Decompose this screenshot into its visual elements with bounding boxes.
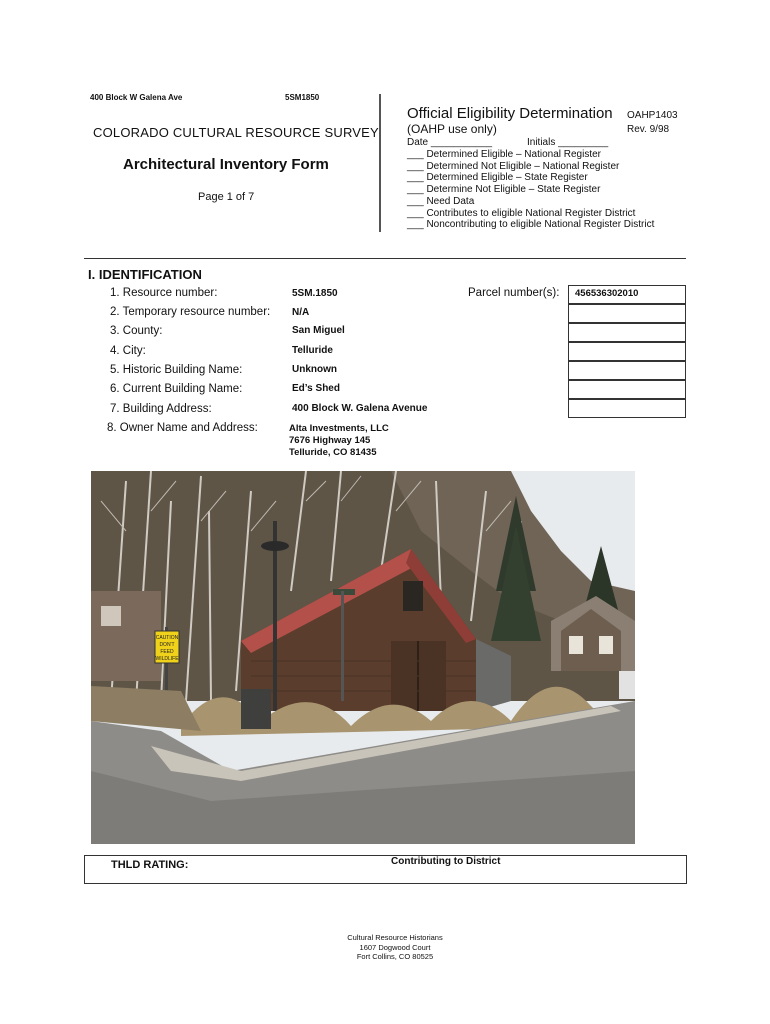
survey-title: COLORADO CULTURAL RESOURCE SURVEY (93, 125, 379, 140)
owner-address (289, 423, 389, 459)
owner-line: 7676 Highway 145 (289, 435, 371, 446)
value-city: Telluride (292, 345, 333, 356)
oahp-option: ___ Contributes to eligible National Register District (407, 207, 636, 219)
header-address: 400 Block W Galena Ave (90, 93, 183, 102)
caution-sign (155, 631, 179, 663)
label-current-name: 6. Current Building Name: (110, 383, 243, 395)
section-title: I. IDENTIFICATION (88, 267, 202, 282)
parcel-number-box (568, 380, 686, 399)
thld-rating-box (84, 855, 687, 884)
parcel-number-box (568, 399, 686, 418)
oahp-option: ___ Determined Not Eligible – National Register (407, 160, 620, 172)
footer-line: Cultural Resource Historians (347, 933, 443, 942)
parcel-number-box (568, 342, 686, 361)
value-county: San Miguel (292, 325, 345, 336)
value-resource-number: 5SM.1850 (292, 288, 338, 299)
oahp-option: ___ Noncontributing to eligible National Register District (407, 219, 655, 231)
oahp-initials-line: Initials _________ (527, 137, 609, 148)
header-divider (379, 94, 381, 232)
page-label: Page 1 of 7 (198, 191, 255, 203)
oahp-subtitle: (OAHP use only) (407, 122, 497, 136)
oahp-option: ___ Need Data (407, 195, 475, 207)
value-historic-name: Unknown (292, 364, 337, 375)
section-divider (84, 258, 686, 259)
oahp-title: Official Eligibility Determination (407, 105, 613, 122)
parcel-number-box: 456536302010 (568, 285, 686, 304)
parcel-number-box (568, 361, 686, 380)
label-building-address: 7. Building Address: (110, 403, 212, 415)
value-building-address: 400 Block W. Galena Avenue (292, 403, 428, 414)
thld-label: THLD RATING: (111, 859, 189, 871)
sign-text: WILDLIFE (155, 656, 179, 662)
sign-text: FEED (160, 649, 174, 655)
oahp-option: ___ Determined Eligible – State Register (407, 172, 588, 184)
oahp-options (407, 149, 654, 231)
oahp-option: ___ Determined Eligible – National Register (407, 149, 601, 160)
parcel-number-box (568, 323, 686, 342)
parcel-label: Parcel number(s): (468, 287, 560, 299)
footer-line: 1607 Dogwood Court (359, 942, 431, 952)
parcel-number-box (568, 304, 686, 323)
label-temporary-number: 2. Temporary resource number: (110, 306, 271, 318)
sign-text: CAUTION (155, 635, 179, 641)
header-site-id: 5SM1850 (285, 93, 320, 102)
footer-line: Fort Collins, CO 80525 (356, 952, 434, 961)
footer (335, 933, 455, 962)
oahp-option: ___ Determine Not Eligible – State Register (407, 184, 601, 196)
value-current-name: Ed’s Shed (292, 383, 340, 394)
building-photo (91, 471, 635, 844)
oahp-date-line: Date ___________ (407, 137, 493, 148)
sign-text: DON'T (159, 642, 175, 648)
owner-line: Alta Investments, LLC (289, 423, 389, 434)
label-resource-number: 1. Resource number: (110, 287, 218, 299)
label-county: 3. County: (110, 325, 163, 337)
label-city: 4. City: (110, 345, 146, 357)
owner-line: Telluride, CO 81435 (289, 447, 377, 458)
label-owner: 8. Owner Name and Address: (107, 422, 258, 434)
thld-value: Contributing to District (391, 856, 501, 867)
value-temporary-number: N/A (292, 307, 310, 318)
oahp-form-number: OAHP1403 (627, 110, 678, 121)
label-historic-name: 5. Historic Building Name: (110, 364, 243, 376)
oahp-revision: Rev. 9/98 (627, 124, 670, 135)
form-title: Architectural Inventory Form (123, 156, 329, 173)
